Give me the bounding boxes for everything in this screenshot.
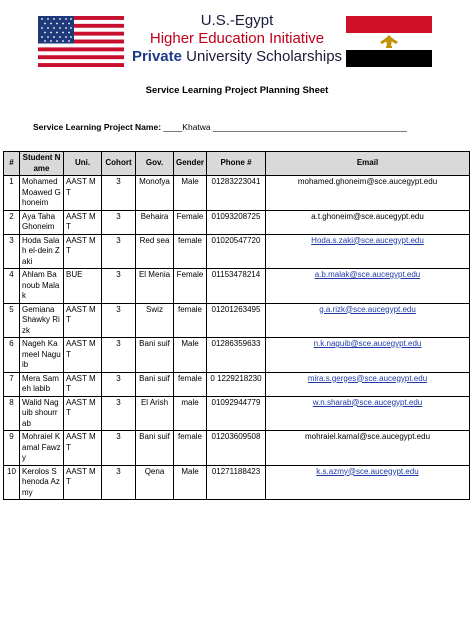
cell-number: 5 — [4, 303, 20, 338]
cell-gender: female — [174, 234, 207, 269]
cell-phone: 01201263495 — [207, 303, 266, 338]
table-header-row — [4, 152, 470, 176]
cell-cohort: 3 — [102, 210, 136, 234]
cell-student-name: Mera Sameh labib — [20, 372, 64, 396]
email-link[interactable]: w.n.sharab@sce.aucegypt.edu — [266, 396, 470, 431]
email-link[interactable]: mira.s.gerges@sce.aucegypt.edu — [266, 372, 470, 396]
cell-number: 2 — [4, 210, 20, 234]
cell-gender: female — [174, 431, 207, 466]
cell-university: AAST MT — [64, 210, 102, 234]
cell-governorate: El Menia — [136, 269, 174, 304]
email-link[interactable]: k.s.azmy@sce.aucegypt.edu — [266, 465, 470, 500]
cell-phone: 01153478214 — [207, 269, 266, 304]
cell-cohort: 3 — [102, 465, 136, 500]
cell-gender: Female — [174, 210, 207, 234]
cell-governorate: Bani suif — [136, 431, 174, 466]
cell-university: AAST MT — [64, 396, 102, 431]
cell-cohort: 3 — [102, 269, 136, 304]
cell-phone: 01092944779 — [207, 396, 266, 431]
cell-phone: 01020547720 — [207, 234, 266, 269]
table-row — [4, 396, 470, 431]
cell-student-name: Ahlam Banoub Malak — [20, 269, 64, 304]
cell-gender: Male — [174, 465, 207, 500]
cell-governorate: Behaira — [136, 210, 174, 234]
col-header-number: # — [4, 152, 20, 176]
cell-gender: female — [174, 303, 207, 338]
cell-governorate: Qena — [136, 465, 174, 500]
cell-student-name: Walid Naguib shourrab — [20, 396, 64, 431]
table-row — [4, 372, 470, 396]
col-header-name: Student Name — [20, 152, 64, 176]
cell-governorate: Bani suif — [136, 338, 174, 373]
email-link[interactable]: g.a.rizk@sce.aucegypt.edu — [266, 303, 470, 338]
cell-number: 4 — [4, 269, 20, 304]
cell-phone: 01286359633 — [207, 338, 266, 373]
cell-cohort: 3 — [102, 176, 136, 211]
table-row — [4, 269, 470, 304]
cell-number: 8 — [4, 396, 20, 431]
cell-cohort: 3 — [102, 234, 136, 269]
sheet-title: Service Learning Project Planning Sheet — [145, 85, 329, 96]
cell-number: 1 — [4, 176, 20, 211]
table-row — [4, 176, 470, 211]
header-block — [130, 12, 344, 66]
project-name-line — [33, 122, 407, 132]
cell-phone: 01203609508 — [207, 431, 266, 466]
cell-phone: 01271188423 — [207, 465, 266, 500]
cell-university: AAST MT — [64, 303, 102, 338]
cell-cohort: 3 — [102, 431, 136, 466]
table-row — [4, 465, 470, 500]
students-table — [3, 151, 470, 500]
cell-cohort: 3 — [102, 396, 136, 431]
cell-gender: Female — [174, 269, 207, 304]
cell-university: BUE — [64, 269, 102, 304]
cell-university: AAST MT — [64, 372, 102, 396]
cell-governorate: Red sea — [136, 234, 174, 269]
cell-number: 6 — [4, 338, 20, 373]
cell-email: mohraiel.kamal@sce.aucegypt.edu — [266, 431, 470, 466]
header-tagline-bold: Private — [131, 48, 182, 65]
col-header-cohort: Cohort — [102, 152, 136, 176]
email-link[interactable]: n.k.naguib@sce.aucegypt.edu — [266, 338, 470, 373]
cell-number: 10 — [4, 465, 20, 500]
email-link[interactable]: Hoda.s.zaki@sce.aucegypt.edu — [266, 234, 470, 269]
cell-phone: 01093208725 — [207, 210, 266, 234]
cell-email: mohamed.ghoneim@sce.aucegypt.edu — [266, 176, 470, 211]
cell-gender: female — [174, 372, 207, 396]
cell-gender: Male — [174, 176, 207, 211]
header-title: U.S.-Egypt — [200, 12, 274, 29]
cell-student-name: Kerolos Shenoda Azmy — [20, 465, 64, 500]
table-row — [4, 303, 470, 338]
cell-cohort: 3 — [102, 372, 136, 396]
cell-governorate: El Arish — [136, 396, 174, 431]
cell-student-name: Aya Taha Ghoneim — [20, 210, 64, 234]
header-tagline — [110, 48, 364, 66]
cell-student-name: Hoda Salah el-dein Zaki — [20, 234, 64, 269]
cell-cohort: 3 — [102, 303, 136, 338]
cell-governorate: Swiz — [136, 303, 174, 338]
cell-number: 7 — [4, 372, 20, 396]
table-row — [4, 210, 470, 234]
email-link[interactable]: a.b.malak@sce.aucegypt.edu — [266, 269, 470, 304]
header-tagline-rest: University Scholarships — [181, 48, 343, 65]
cell-student-name: Mohraiel Kamal Fawzy — [20, 431, 64, 466]
cell-number: 3 — [4, 234, 20, 269]
col-header-phone: Phone # — [207, 152, 266, 176]
project-name-value: ____Khatwa _________________________________________ — [161, 122, 407, 132]
cell-gender: male — [174, 396, 207, 431]
col-header-uni: Uni. — [64, 152, 102, 176]
cell-phone: 0 1229218230 — [207, 372, 266, 396]
table-row — [4, 338, 470, 373]
cell-student-name: Nageh Kameel Naguib — [20, 338, 64, 373]
cell-governorate: Bani suif — [136, 372, 174, 396]
table-row — [4, 234, 470, 269]
cell-number: 9 — [4, 431, 20, 466]
cell-email: a.t.ghoneim@sce.aucegypt.edu — [266, 210, 470, 234]
cell-cohort: 3 — [102, 338, 136, 373]
cell-university: AAST MT — [64, 338, 102, 373]
col-header-gov: Gov. — [136, 152, 174, 176]
cell-student-name: Gemiana Shawky Rizk — [20, 303, 64, 338]
col-header-email: Email — [266, 152, 470, 176]
egypt-flag-icon — [346, 16, 432, 67]
cell-university: AAST MT — [64, 176, 102, 211]
cell-phone: 01283223041 — [207, 176, 266, 211]
cell-gender: Male — [174, 338, 207, 373]
header-subtitle: Higher Education Initiative — [149, 30, 325, 47]
col-header-gender: Gender — [174, 152, 207, 176]
project-name-label: Service Learning Project Name: — [33, 122, 162, 132]
table-row — [4, 431, 470, 466]
cell-university: AAST MT — [64, 234, 102, 269]
cell-student-name: Mohamed Moawed Ghoneim — [20, 176, 64, 211]
cell-university: AAST MT — [64, 465, 102, 500]
cell-governorate: Monofya — [136, 176, 174, 211]
cell-university: AAST MT — [64, 431, 102, 466]
